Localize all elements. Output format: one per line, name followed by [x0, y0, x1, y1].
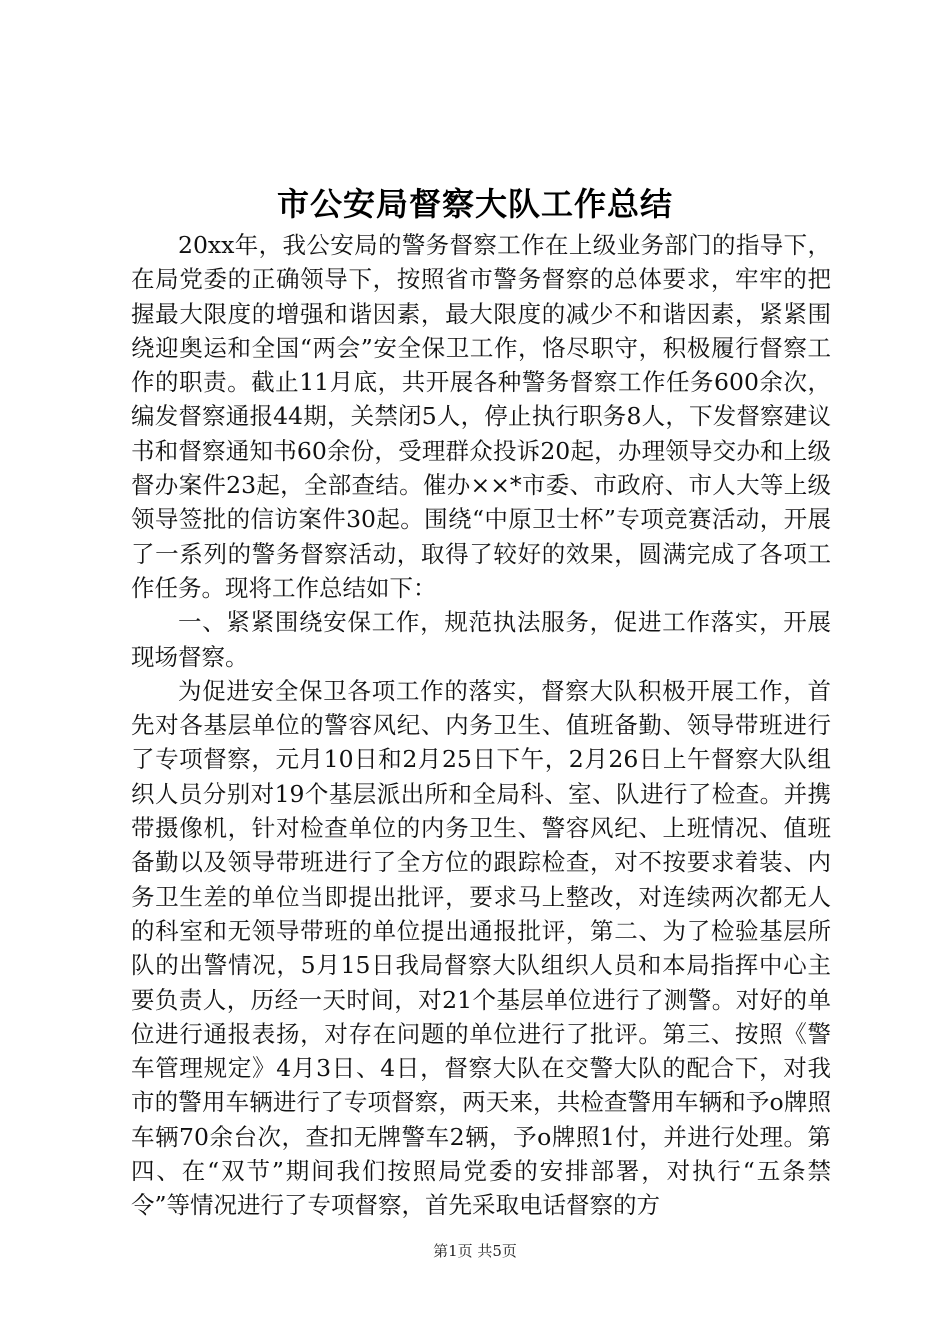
- document-title: 市公安局督察大队工作总结: [276, 185, 673, 223]
- page-footer: 第1页 共5页: [433, 1242, 517, 1260]
- paragraph-section-heading: 一、紧紧围绕安保工作，规范执法服务，促进工作落实，开展现场督察。: [131, 608, 831, 671]
- paragraph-body: 为促进安全保卫各项工作的落实，督察大队积极开展工作，首先对各基层单位的警容风纪、内务卫生、值班备勤、领导带班进行了专项督察，元月10日和2月25日下午，2月26日上午督察大队组织人员分别对19个基层派出所和全局科、室、队进行了检查。并携带摄像机，针对检查单位的内务卫生、警容风纪、上班情况、值班备勤以及领导带班进行了全方位的跟踪检查，对不按要求着装、内务卫生差的单位当即提出批评，要求马上整改，对连续两次都无人的科室和无领导带班的单位提出通报批评，第二、为了检验基层所队的出警情况，5月15日我局督察大队组织人员和本局指挥中心主要负责人，历经一天时间，对21个基层单位进行了测警。对好的单位进行通报表扬，对存在问题的单位进行了批评。第三、按照《警车管理规定》4月3日、4日，督察大队在交警大队的配合下，对我市的警用车辆进行了专项督察，两天来，共检查警用车辆和予o牌照车辆70余台次，查扣无牌警车2辆，予o牌照1付，并进行处理。第四、在“双节”期间我们按照局党委的安排部署，对执行“五条禁令”等情况进行了专项督察，首先采取电话督察的方: [131, 676, 831, 1220]
- paragraph-intro: 20xx年，我公安局的警务督察工作在上级业务部门的指导下，在局党委的正确领导下，按照省市警务督察的总体要求，牢牢的把握最大限度的增强和谐因素，最大限度的减少不和谐因素，紧紧围绕迎奥运和全国“两会”安全保卫工作，恪尽职守，积极履行督察工作的职责。截止11月底，共开展各种警务督察工作任务600余次，编发督察通报44期，关禁闭5人，停止执行职务8人，下发督察建议书和督察通知书60余份，受理群众投诉20起，办理领导交办和上级督办案件23起，全部查结。催办××*市委、市政府、市人大等上级领导签批的信访案件30起。围绕“中原卫士杯”专项竞赛活动，开展了一系列的警务督察活动，取得了较好的效果，圆满完成了各项工作任务。现将工作总结如下：: [131, 231, 831, 602]
- document-body: [131, 228, 831, 1223]
